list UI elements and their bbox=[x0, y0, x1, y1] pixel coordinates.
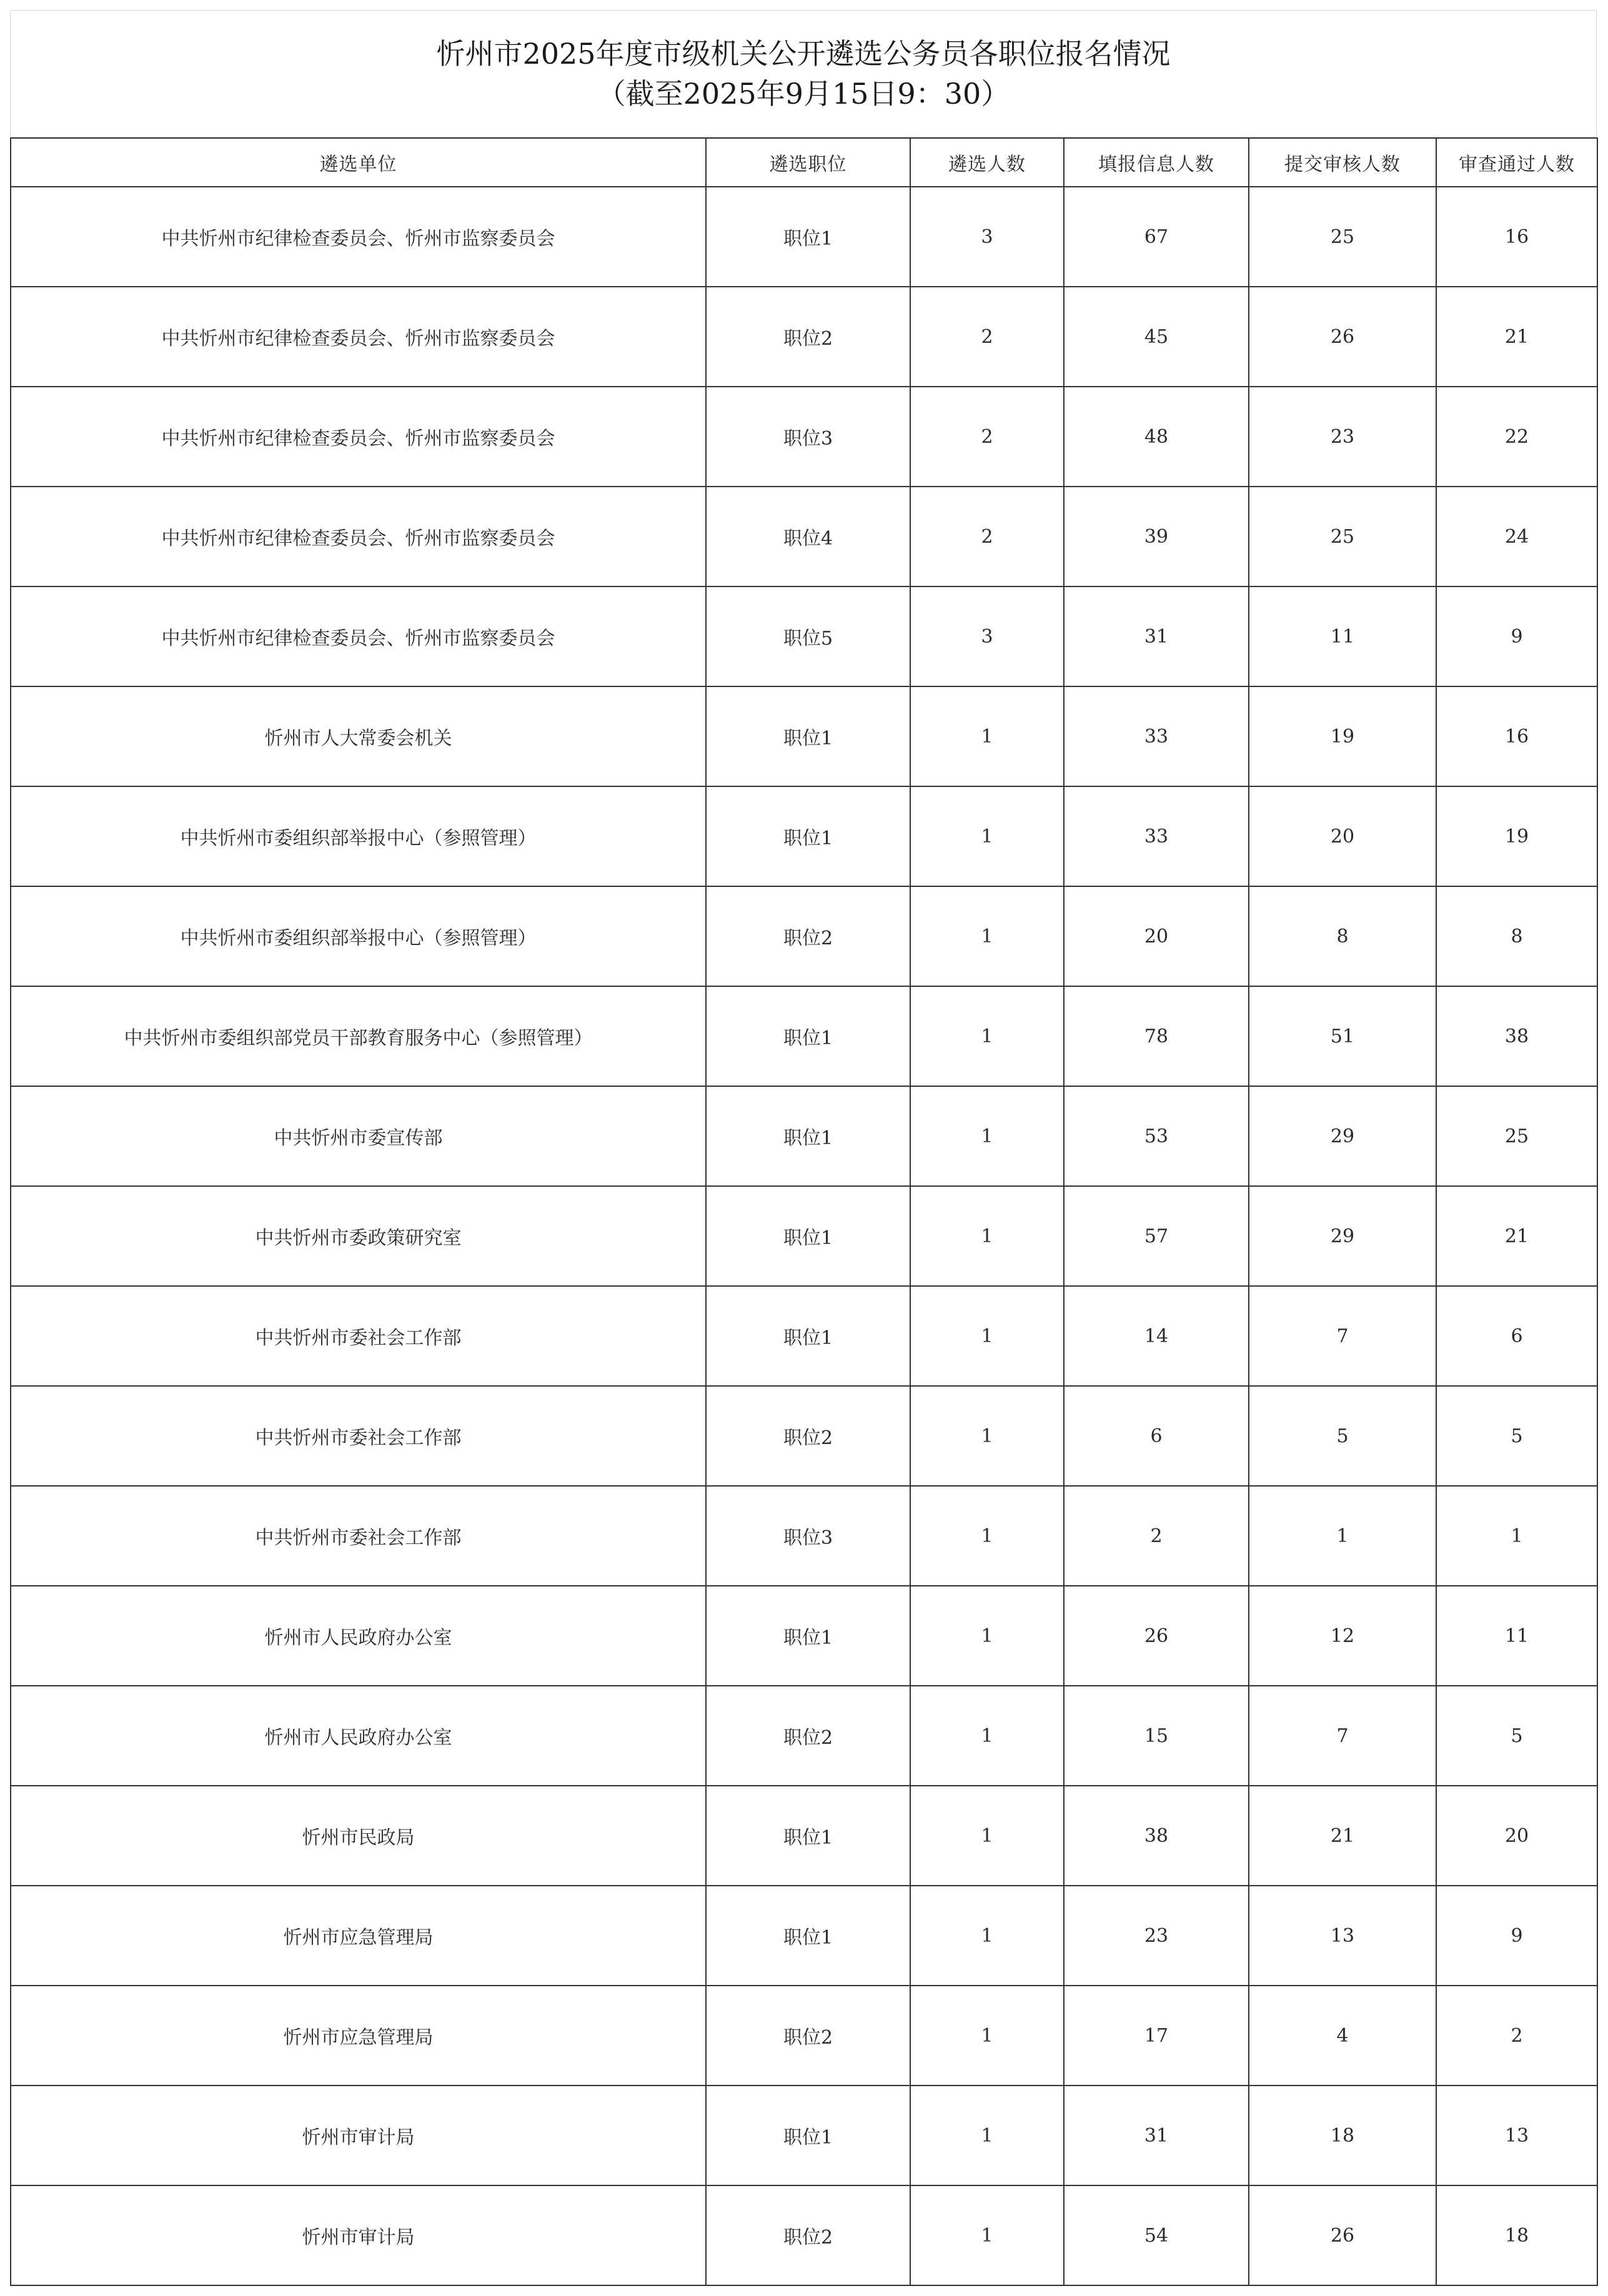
cell-quota: 1 bbox=[910, 1886, 1064, 1986]
cell-unit: 中共忻州市委宣传部 bbox=[11, 1086, 706, 1186]
cell-unit: 中共忻州市委组织部党员干部教育服务中心（参照管理） bbox=[11, 986, 706, 1086]
cell-quota: 1 bbox=[910, 1486, 1064, 1586]
cell-filled-count: 67 bbox=[1064, 187, 1249, 287]
header-approved-count: 审查通过人数 bbox=[1436, 138, 1597, 187]
cell-quota: 1 bbox=[910, 2185, 1064, 2285]
cell-position: 职位1 bbox=[706, 1586, 910, 1686]
cell-unit: 中共忻州市纪律检查委员会、忻州市监察委员会 bbox=[11, 387, 706, 487]
table-row bbox=[11, 986, 1597, 1086]
cell-approved-count: 38 bbox=[1436, 986, 1597, 1086]
cell-submitted-count: 5 bbox=[1249, 1386, 1436, 1486]
cell-unit: 中共忻州市纪律检查委员会、忻州市监察委员会 bbox=[11, 586, 706, 686]
table-row bbox=[11, 1786, 1597, 1886]
cell-quota: 1 bbox=[910, 1686, 1064, 1786]
cell-quota: 1 bbox=[910, 1786, 1064, 1886]
header-submitted-count: 提交审核人数 bbox=[1249, 138, 1436, 187]
cell-filled-count: 45 bbox=[1064, 287, 1249, 387]
cell-submitted-count: 21 bbox=[1249, 1786, 1436, 1886]
table-row bbox=[11, 1586, 1597, 1686]
cell-filled-count: 53 bbox=[1064, 1086, 1249, 1186]
cell-filled-count: 54 bbox=[1064, 2185, 1249, 2285]
cell-quota: 3 bbox=[910, 187, 1064, 287]
cell-approved-count: 24 bbox=[1436, 487, 1597, 586]
cell-approved-count: 8 bbox=[1436, 886, 1597, 986]
cell-approved-count: 2 bbox=[1436, 1986, 1597, 2086]
cell-approved-count: 9 bbox=[1436, 1886, 1597, 1986]
cell-approved-count: 21 bbox=[1436, 1186, 1597, 1286]
cell-unit: 中共忻州市纪律检查委员会、忻州市监察委员会 bbox=[11, 187, 706, 287]
document-title-block bbox=[10, 10, 1597, 137]
table-row bbox=[11, 187, 1597, 287]
cell-submitted-count: 1 bbox=[1249, 1486, 1436, 1586]
cell-unit: 忻州市审计局 bbox=[11, 2086, 706, 2185]
cell-unit: 忻州市应急管理局 bbox=[11, 1986, 706, 2086]
cell-position: 职位1 bbox=[706, 2086, 910, 2185]
cell-quota: 1 bbox=[910, 1086, 1064, 1186]
cell-unit: 忻州市人民政府办公室 bbox=[11, 1586, 706, 1686]
cell-quota: 1 bbox=[910, 1986, 1064, 2086]
cell-filled-count: 39 bbox=[1064, 487, 1249, 586]
cell-filled-count: 33 bbox=[1064, 686, 1249, 786]
cell-submitted-count: 26 bbox=[1249, 2185, 1436, 2285]
cell-unit: 中共忻州市委社会工作部 bbox=[11, 1486, 706, 1586]
cell-position: 职位2 bbox=[706, 886, 910, 986]
table-header bbox=[11, 138, 1597, 187]
cell-submitted-count: 20 bbox=[1249, 786, 1436, 886]
cell-quota: 3 bbox=[910, 586, 1064, 686]
cell-quota: 2 bbox=[910, 387, 1064, 487]
cell-position: 职位3 bbox=[706, 387, 910, 487]
cell-unit: 忻州市民政局 bbox=[11, 1786, 706, 1886]
cell-position: 职位1 bbox=[706, 786, 910, 886]
cell-unit: 忻州市应急管理局 bbox=[11, 1886, 706, 1986]
cell-submitted-count: 26 bbox=[1249, 287, 1436, 387]
cell-filled-count: 33 bbox=[1064, 786, 1249, 886]
table-row bbox=[11, 1686, 1597, 1786]
cell-submitted-count: 4 bbox=[1249, 1986, 1436, 2086]
cell-position: 职位2 bbox=[706, 1986, 910, 2086]
cell-position: 职位4 bbox=[706, 487, 910, 586]
cell-filled-count: 26 bbox=[1064, 1586, 1249, 1686]
cell-filled-count: 23 bbox=[1064, 1886, 1249, 1986]
table-row bbox=[11, 1286, 1597, 1386]
table-row bbox=[11, 1386, 1597, 1486]
cell-submitted-count: 51 bbox=[1249, 986, 1436, 1086]
table-row bbox=[11, 2086, 1597, 2185]
cell-filled-count: 38 bbox=[1064, 1786, 1249, 1886]
cell-submitted-count: 12 bbox=[1249, 1586, 1436, 1686]
cell-unit: 中共忻州市纪律检查委员会、忻州市监察委员会 bbox=[11, 287, 706, 387]
cell-submitted-count: 8 bbox=[1249, 886, 1436, 986]
cell-approved-count: 25 bbox=[1436, 1086, 1597, 1186]
cell-quota: 1 bbox=[910, 1386, 1064, 1486]
cell-position: 职位1 bbox=[706, 187, 910, 287]
cell-approved-count: 19 bbox=[1436, 786, 1597, 886]
table-row bbox=[11, 387, 1597, 487]
cell-filled-count: 31 bbox=[1064, 2086, 1249, 2185]
cell-position: 职位5 bbox=[706, 586, 910, 686]
cell-approved-count: 20 bbox=[1436, 1786, 1597, 1886]
cell-submitted-count: 7 bbox=[1249, 1286, 1436, 1386]
cell-quota: 1 bbox=[910, 786, 1064, 886]
cell-quota: 1 bbox=[910, 1286, 1064, 1386]
table-row bbox=[11, 1886, 1597, 1986]
cell-filled-count: 31 bbox=[1064, 586, 1249, 686]
cell-approved-count: 21 bbox=[1436, 287, 1597, 387]
cell-quota: 1 bbox=[910, 686, 1064, 786]
cell-approved-count: 11 bbox=[1436, 1586, 1597, 1686]
cell-submitted-count: 18 bbox=[1249, 2086, 1436, 2185]
cell-position: 职位3 bbox=[706, 1486, 910, 1586]
cell-submitted-count: 23 bbox=[1249, 387, 1436, 487]
cell-position: 职位2 bbox=[706, 1686, 910, 1786]
cell-filled-count: 17 bbox=[1064, 1986, 1249, 2086]
cell-submitted-count: 13 bbox=[1249, 1886, 1436, 1986]
cell-approved-count: 6 bbox=[1436, 1286, 1597, 1386]
cell-approved-count: 1 bbox=[1436, 1486, 1597, 1586]
cell-position: 职位2 bbox=[706, 2185, 910, 2285]
cell-quota: 1 bbox=[910, 1586, 1064, 1686]
cell-position: 职位2 bbox=[706, 287, 910, 387]
table-row bbox=[11, 1986, 1597, 2086]
cell-position: 职位2 bbox=[706, 1386, 910, 1486]
cell-unit: 忻州市人民政府办公室 bbox=[11, 1686, 706, 1786]
cell-position: 职位1 bbox=[706, 1286, 910, 1386]
cell-filled-count: 20 bbox=[1064, 886, 1249, 986]
table-row bbox=[11, 287, 1597, 387]
cell-submitted-count: 25 bbox=[1249, 187, 1436, 287]
cell-unit: 中共忻州市委组织部举报中心（参照管理） bbox=[11, 886, 706, 986]
cell-quota: 2 bbox=[910, 287, 1064, 387]
page-subtitle-cutoff-time: （截至2025年9月15日9：30） bbox=[597, 77, 1010, 111]
table-row bbox=[11, 886, 1597, 986]
header-quota: 遴选人数 bbox=[910, 138, 1064, 187]
cell-approved-count: 13 bbox=[1436, 2086, 1597, 2185]
registration-table bbox=[10, 137, 1598, 2286]
cell-filled-count: 6 bbox=[1064, 1386, 1249, 1486]
cell-submitted-count: 7 bbox=[1249, 1686, 1436, 1786]
cell-submitted-count: 19 bbox=[1249, 686, 1436, 786]
cell-position: 职位1 bbox=[706, 1186, 910, 1286]
table-row bbox=[11, 1486, 1597, 1586]
cell-approved-count: 9 bbox=[1436, 586, 1597, 686]
table-row bbox=[11, 786, 1597, 886]
header-row bbox=[11, 138, 1597, 187]
cell-unit: 中共忻州市委组织部举报中心（参照管理） bbox=[11, 786, 706, 886]
cell-position: 职位1 bbox=[706, 1786, 910, 1886]
cell-approved-count: 22 bbox=[1436, 387, 1597, 487]
table-body bbox=[11, 187, 1597, 2285]
table-row bbox=[11, 586, 1597, 686]
cell-position: 职位1 bbox=[706, 1886, 910, 1986]
cell-approved-count: 5 bbox=[1436, 1686, 1597, 1786]
cell-submitted-count: 29 bbox=[1249, 1186, 1436, 1286]
cell-filled-count: 15 bbox=[1064, 1686, 1249, 1786]
cell-unit: 中共忻州市纪律检查委员会、忻州市监察委员会 bbox=[11, 487, 706, 586]
cell-submitted-count: 25 bbox=[1249, 487, 1436, 586]
header-position: 遴选职位 bbox=[706, 138, 910, 187]
cell-submitted-count: 29 bbox=[1249, 1086, 1436, 1186]
cell-filled-count: 78 bbox=[1064, 986, 1249, 1086]
table-row bbox=[11, 2185, 1597, 2285]
header-filled-count: 填报信息人数 bbox=[1064, 138, 1249, 187]
cell-submitted-count: 11 bbox=[1249, 586, 1436, 686]
table-row bbox=[11, 487, 1597, 586]
cell-quota: 1 bbox=[910, 2086, 1064, 2185]
cell-filled-count: 48 bbox=[1064, 387, 1249, 487]
cell-quota: 1 bbox=[910, 886, 1064, 986]
table-row bbox=[11, 686, 1597, 786]
table-row bbox=[11, 1186, 1597, 1286]
cell-unit: 中共忻州市委社会工作部 bbox=[11, 1386, 706, 1486]
page-title: 忻州市2025年度市级机关公开遴选公务员各职位报名情况 bbox=[436, 37, 1171, 71]
cell-unit: 中共忻州市委政策研究室 bbox=[11, 1186, 706, 1286]
header-unit: 遴选单位 bbox=[11, 138, 706, 187]
cell-filled-count: 2 bbox=[1064, 1486, 1249, 1586]
cell-position: 职位1 bbox=[706, 686, 910, 786]
cell-approved-count: 5 bbox=[1436, 1386, 1597, 1486]
cell-quota: 1 bbox=[910, 986, 1064, 1086]
cell-filled-count: 14 bbox=[1064, 1286, 1249, 1386]
cell-approved-count: 16 bbox=[1436, 187, 1597, 287]
cell-position: 职位1 bbox=[706, 1086, 910, 1186]
cell-quota: 1 bbox=[910, 1186, 1064, 1286]
cell-position: 职位1 bbox=[706, 986, 910, 1086]
cell-filled-count: 57 bbox=[1064, 1186, 1249, 1286]
cell-approved-count: 18 bbox=[1436, 2185, 1597, 2285]
cell-unit: 忻州市审计局 bbox=[11, 2185, 706, 2285]
cell-approved-count: 16 bbox=[1436, 686, 1597, 786]
cell-unit: 中共忻州市委社会工作部 bbox=[11, 1286, 706, 1386]
cell-quota: 2 bbox=[910, 487, 1064, 586]
cell-unit: 忻州市人大常委会机关 bbox=[11, 686, 706, 786]
table-row bbox=[11, 1086, 1597, 1186]
